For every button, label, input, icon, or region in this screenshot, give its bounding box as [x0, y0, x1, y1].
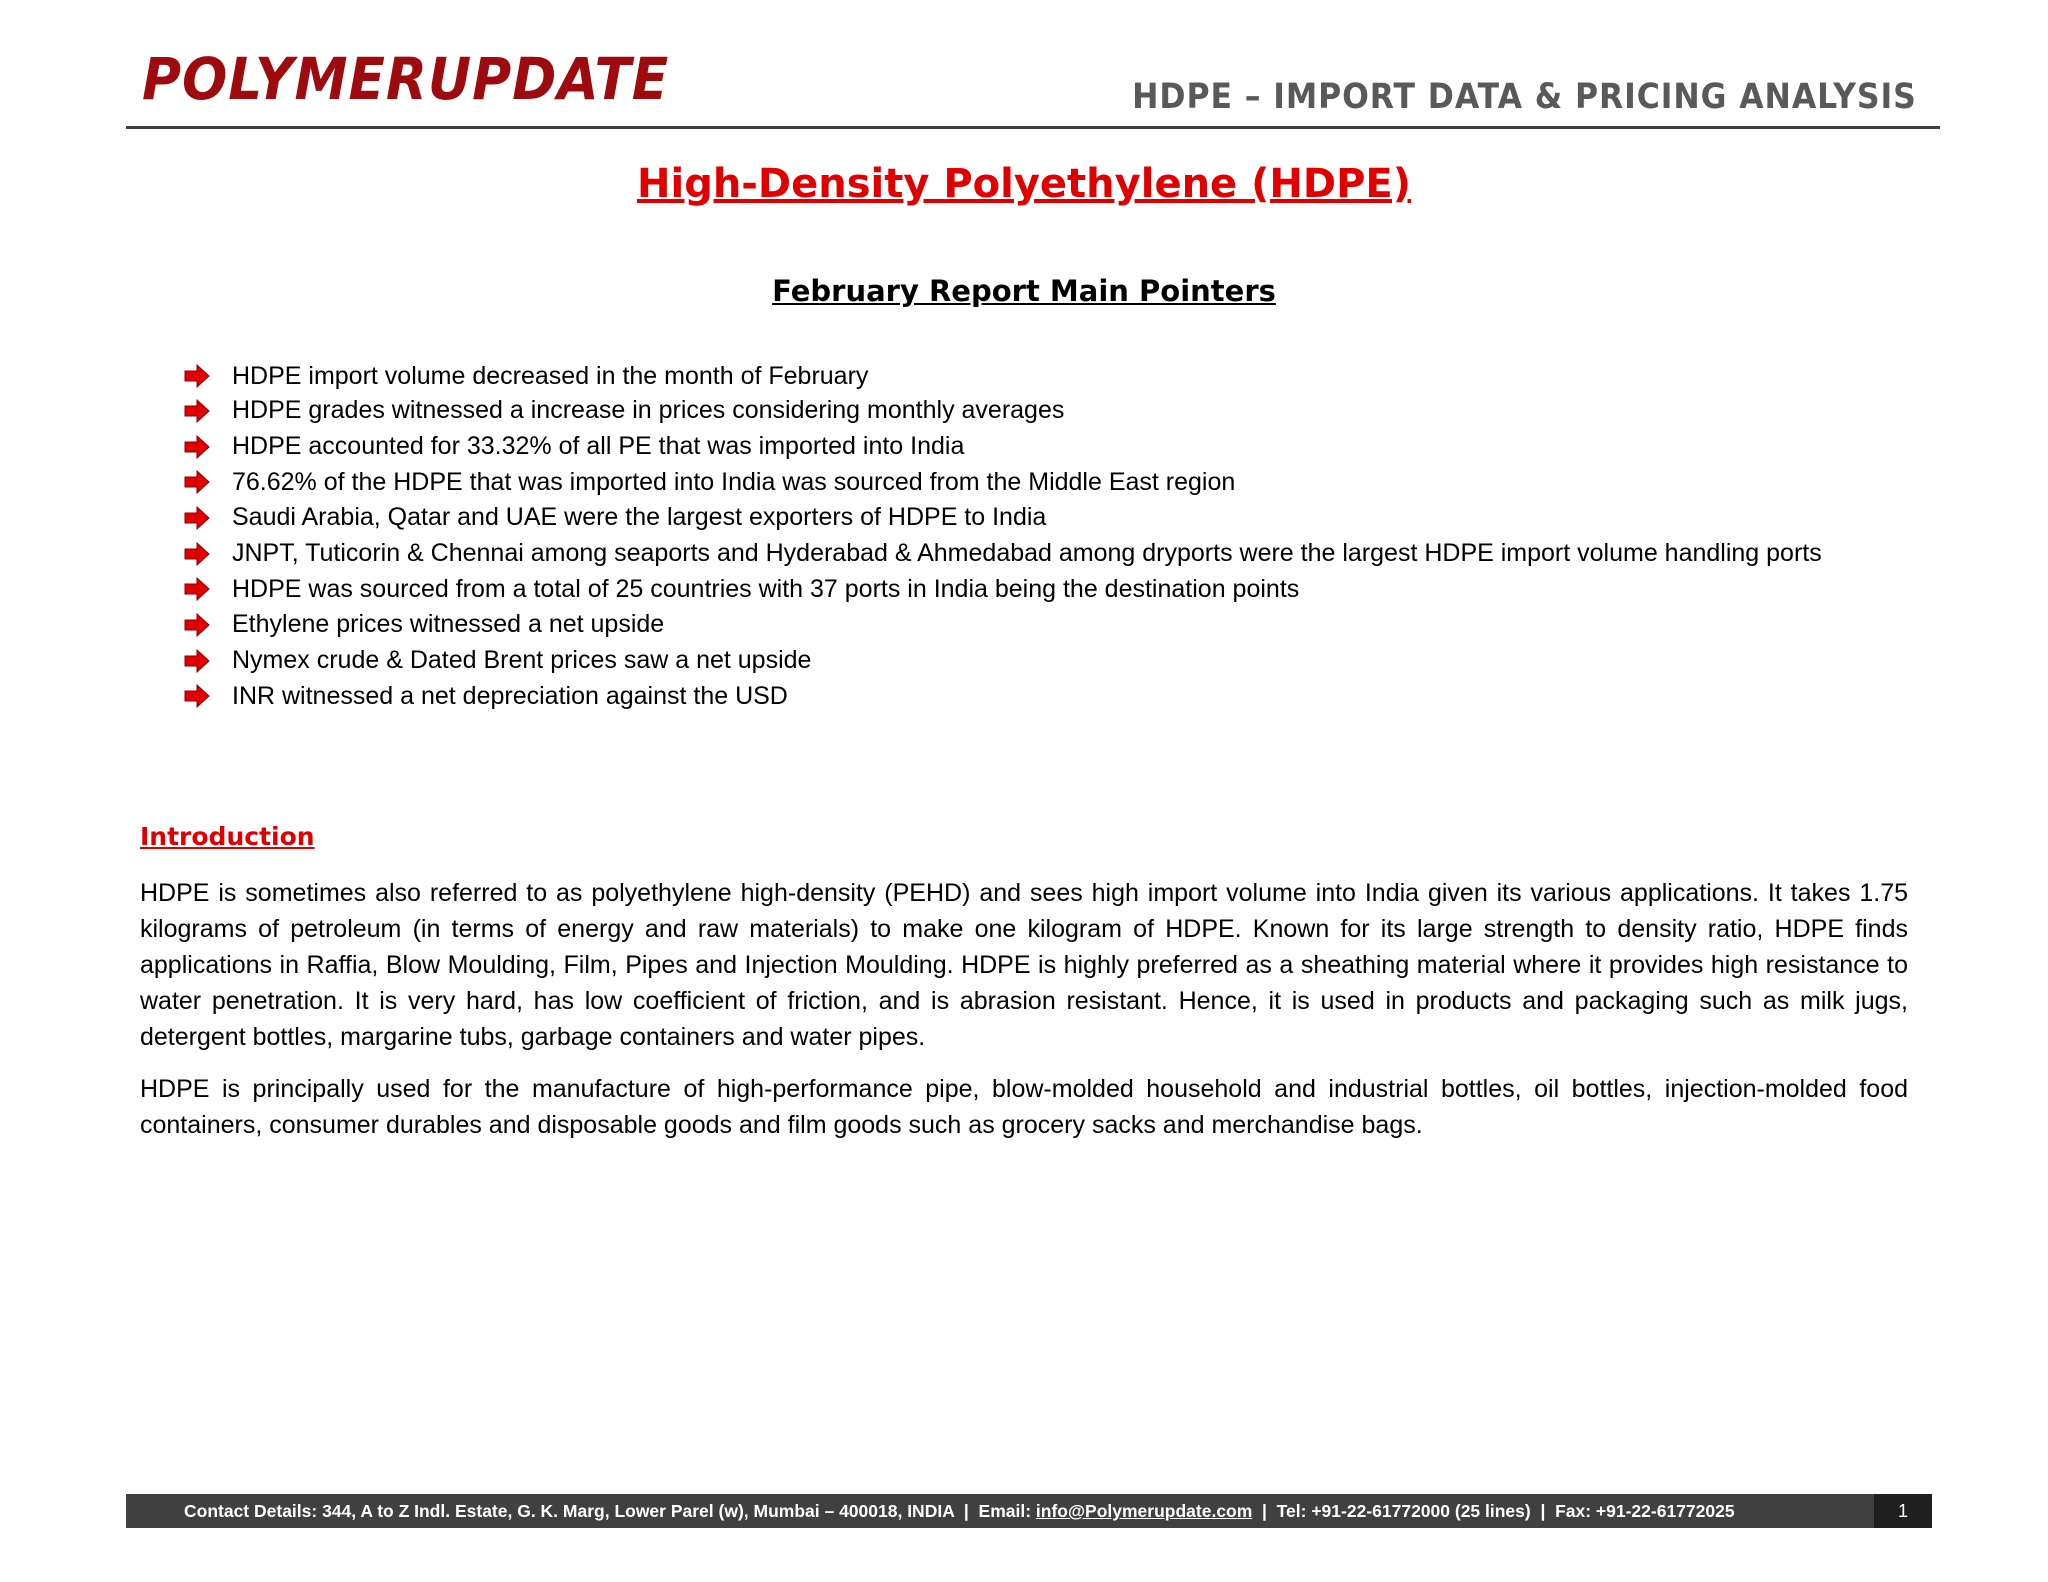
report-title: HDPE – IMPORT DATA & PRICING ANALYSIS: [1132, 77, 1917, 117]
contact-prefix: Contact Details: 344, A to Z Indl. Estate, G. K. Marg, Lower Parel (w), Mumbai – 400018, INDIA | Email:: [184, 1501, 1036, 1521]
list-item: [184, 607, 1822, 643]
red-arrow-icon: [184, 399, 210, 423]
intro-paragraph-2: HDPE is principally used for the manufacture of high-performance pipe, blow-molded household and industrial bottles, oil bottles, injection-molded food containers, consumer durables and disposable goods and film goods such as grocery sacks and merchandise bags.: [140, 1075, 1908, 1139]
page-title: High-Density Polyethylene (HDPE): [637, 161, 1411, 207]
list-item: [184, 679, 1822, 715]
footer-bar: [126, 1494, 1932, 1528]
red-arrow-icon: [184, 542, 210, 566]
red-arrow-icon: [184, 435, 210, 459]
intro-paragraph-1: HDPE is sometimes also referred to as polyethylene high-density (PEHD) and sees high import volume into India given its various applications. It takes 1.75 kilograms of petroleum (in terms of energy and raw materials) to make one kilogram of HDPE. Known for its large strength to density ratio, HDPE finds applications in Raffia, Blow Moulding, Film, Pipes and Injection Moulding. HDPE is highly preferred as a sheathing material where it provides high resistance to water penetration. It is very hard, has low coefficient of friction, and is abrasion resistant. Hence, it is used in products and packaging such as milk jugs, detergent bottles, margarine tubs, garbage containers and water pipes.: [140, 879, 1908, 1051]
list-item: [184, 464, 1822, 500]
red-arrow-icon: [184, 684, 210, 708]
main-pointers-list: [184, 359, 1822, 714]
list-item: [184, 393, 1822, 429]
section-subtitle: February Report Main Pointers: [772, 274, 1276, 308]
pointer-text: Saudi Arabia, Qatar and UAE were the largest exporters of HDPE to India: [232, 503, 1047, 532]
pointer-text: Nymex crude & Dated Brent prices saw a net upside: [232, 646, 812, 675]
list-item: [184, 500, 1822, 536]
pointer-text: JNPT, Tuticorin & Chennai among seaports and Hyderabad & Ahmedabad among dryports were the largest HDPE import volume handling ports: [232, 539, 1822, 568]
introduction-heading: Introduction: [140, 822, 315, 851]
page-number: 1: [1874, 1494, 1932, 1528]
pointer-text: Ethylene prices witnessed a net upside: [232, 610, 665, 639]
red-arrow-icon: [184, 577, 210, 601]
pointer-text: HDPE was sourced from a total of 25 countries with 37 ports in India being the destination points: [232, 574, 1300, 603]
list-item: [184, 359, 1822, 393]
pointer-text: INR witnessed a net depreciation against the USD: [232, 681, 788, 710]
contact-suffix: | Tel: +91-22-61772000 (25 lines) | Fax: +91-22-61772025: [1252, 1501, 1735, 1521]
pointer-text: 76.62% of the HDPE that was imported into India was sourced from the Middle East region: [232, 467, 1236, 496]
header-divider: [126, 126, 1940, 129]
pointer-text: HDPE import volume decreased in the month of February: [232, 361, 869, 390]
list-item: [184, 429, 1822, 465]
list-item: [184, 643, 1822, 679]
email-link[interactable]: info@Polymerupdate.com: [1035, 1501, 1253, 1521]
polymerupdate-logo: POLYMERUPDATE: [142, 45, 670, 113]
list-item: [184, 571, 1822, 607]
pointer-text: HDPE grades witnessed a increase in prices considering monthly averages: [232, 396, 1065, 425]
red-arrow-icon: [184, 470, 210, 494]
pointer-text: HDPE accounted for 33.32% of all PE that was imported into India: [232, 432, 965, 461]
red-arrow-icon: [184, 364, 210, 388]
red-arrow-icon: [184, 506, 210, 530]
red-arrow-icon: [184, 649, 210, 673]
list-item: [184, 536, 1822, 572]
contact-details: [184, 1494, 1735, 1528]
red-arrow-icon: [184, 613, 210, 637]
